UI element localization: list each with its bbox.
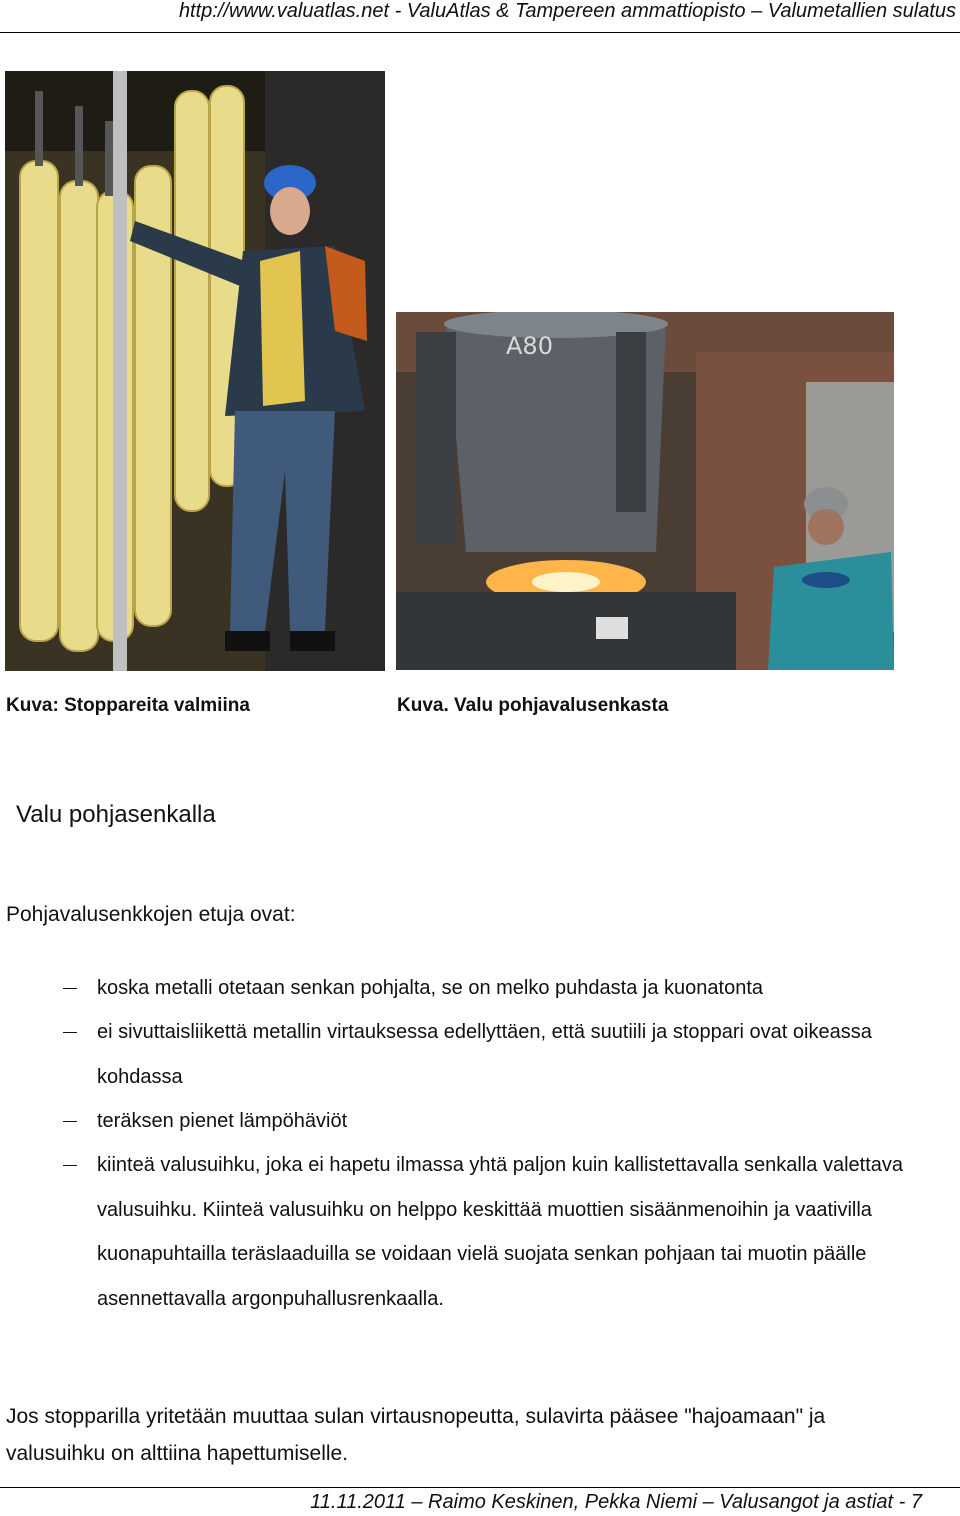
intro-text: Pohjavalusenkkojen etuja ovat:	[6, 903, 296, 926]
dash-bullet-icon	[63, 1165, 77, 1166]
dash-bullet-icon	[63, 1032, 77, 1033]
dash-bullet-icon	[63, 1121, 77, 1122]
page-footer: 11.11.2011 – Raimo Keskinen, Pekka Niemi – Valusangot ja astiat - 7	[310, 1491, 922, 1513]
page-header	[0, 0, 960, 33]
header-text: http://www.valuatlas.net - ValuAtlas & Tampereen ammattiopisto – Valumetallien sulatus	[178, 0, 956, 22]
dash-bullet-icon	[63, 988, 77, 989]
benefits-list	[0, 966, 960, 1321]
list-item: teräksen pienet lämpöhäviöt	[0, 1099, 960, 1143]
list-item: kiinteä valusuihku, joka ei hapetu ilmassa yhtä paljon kuin kallistettavalla senkalla valettava valusuihku. Kiinteä valusuihku on helppo keskittää muottien sisäänmenoihin ja vaativilla kuonapuhtailla teräslaaduilla se voidaan vielä suojata senkan pohjaan tai muotin päälle asennettavalla argonpuhallusrenkaalla.	[0, 1143, 960, 1321]
section-title: Valu pohjasenkalla	[16, 801, 216, 828]
photo-stoppers	[5, 71, 385, 671]
body-paragraph: Jos stopparilla yritetään muuttaa sulan virtausnopeutta, sulavirta pääsee "hajoamaan" ja valusuihku on alttiina hapettumiselle.	[6, 1405, 826, 1465]
list-item: ei sivuttaisliikettä metallin virtauksessa edellyttäen, että suutiili ja stoppari ovat oikeassa kohdassa	[0, 1010, 960, 1099]
svg-text:A80: A80	[506, 332, 553, 360]
caption-stoppers: Kuva: Stoppareita valmiina	[6, 695, 250, 716]
photo-ladle	[396, 312, 894, 670]
caption-ladle: Kuva. Valu pohjavalusenkasta	[397, 695, 669, 716]
footer-divider	[0, 1487, 960, 1488]
list-item: koska metalli otetaan senkan pohjalta, se on melko puhdasta ja kuonatonta	[0, 966, 960, 1010]
